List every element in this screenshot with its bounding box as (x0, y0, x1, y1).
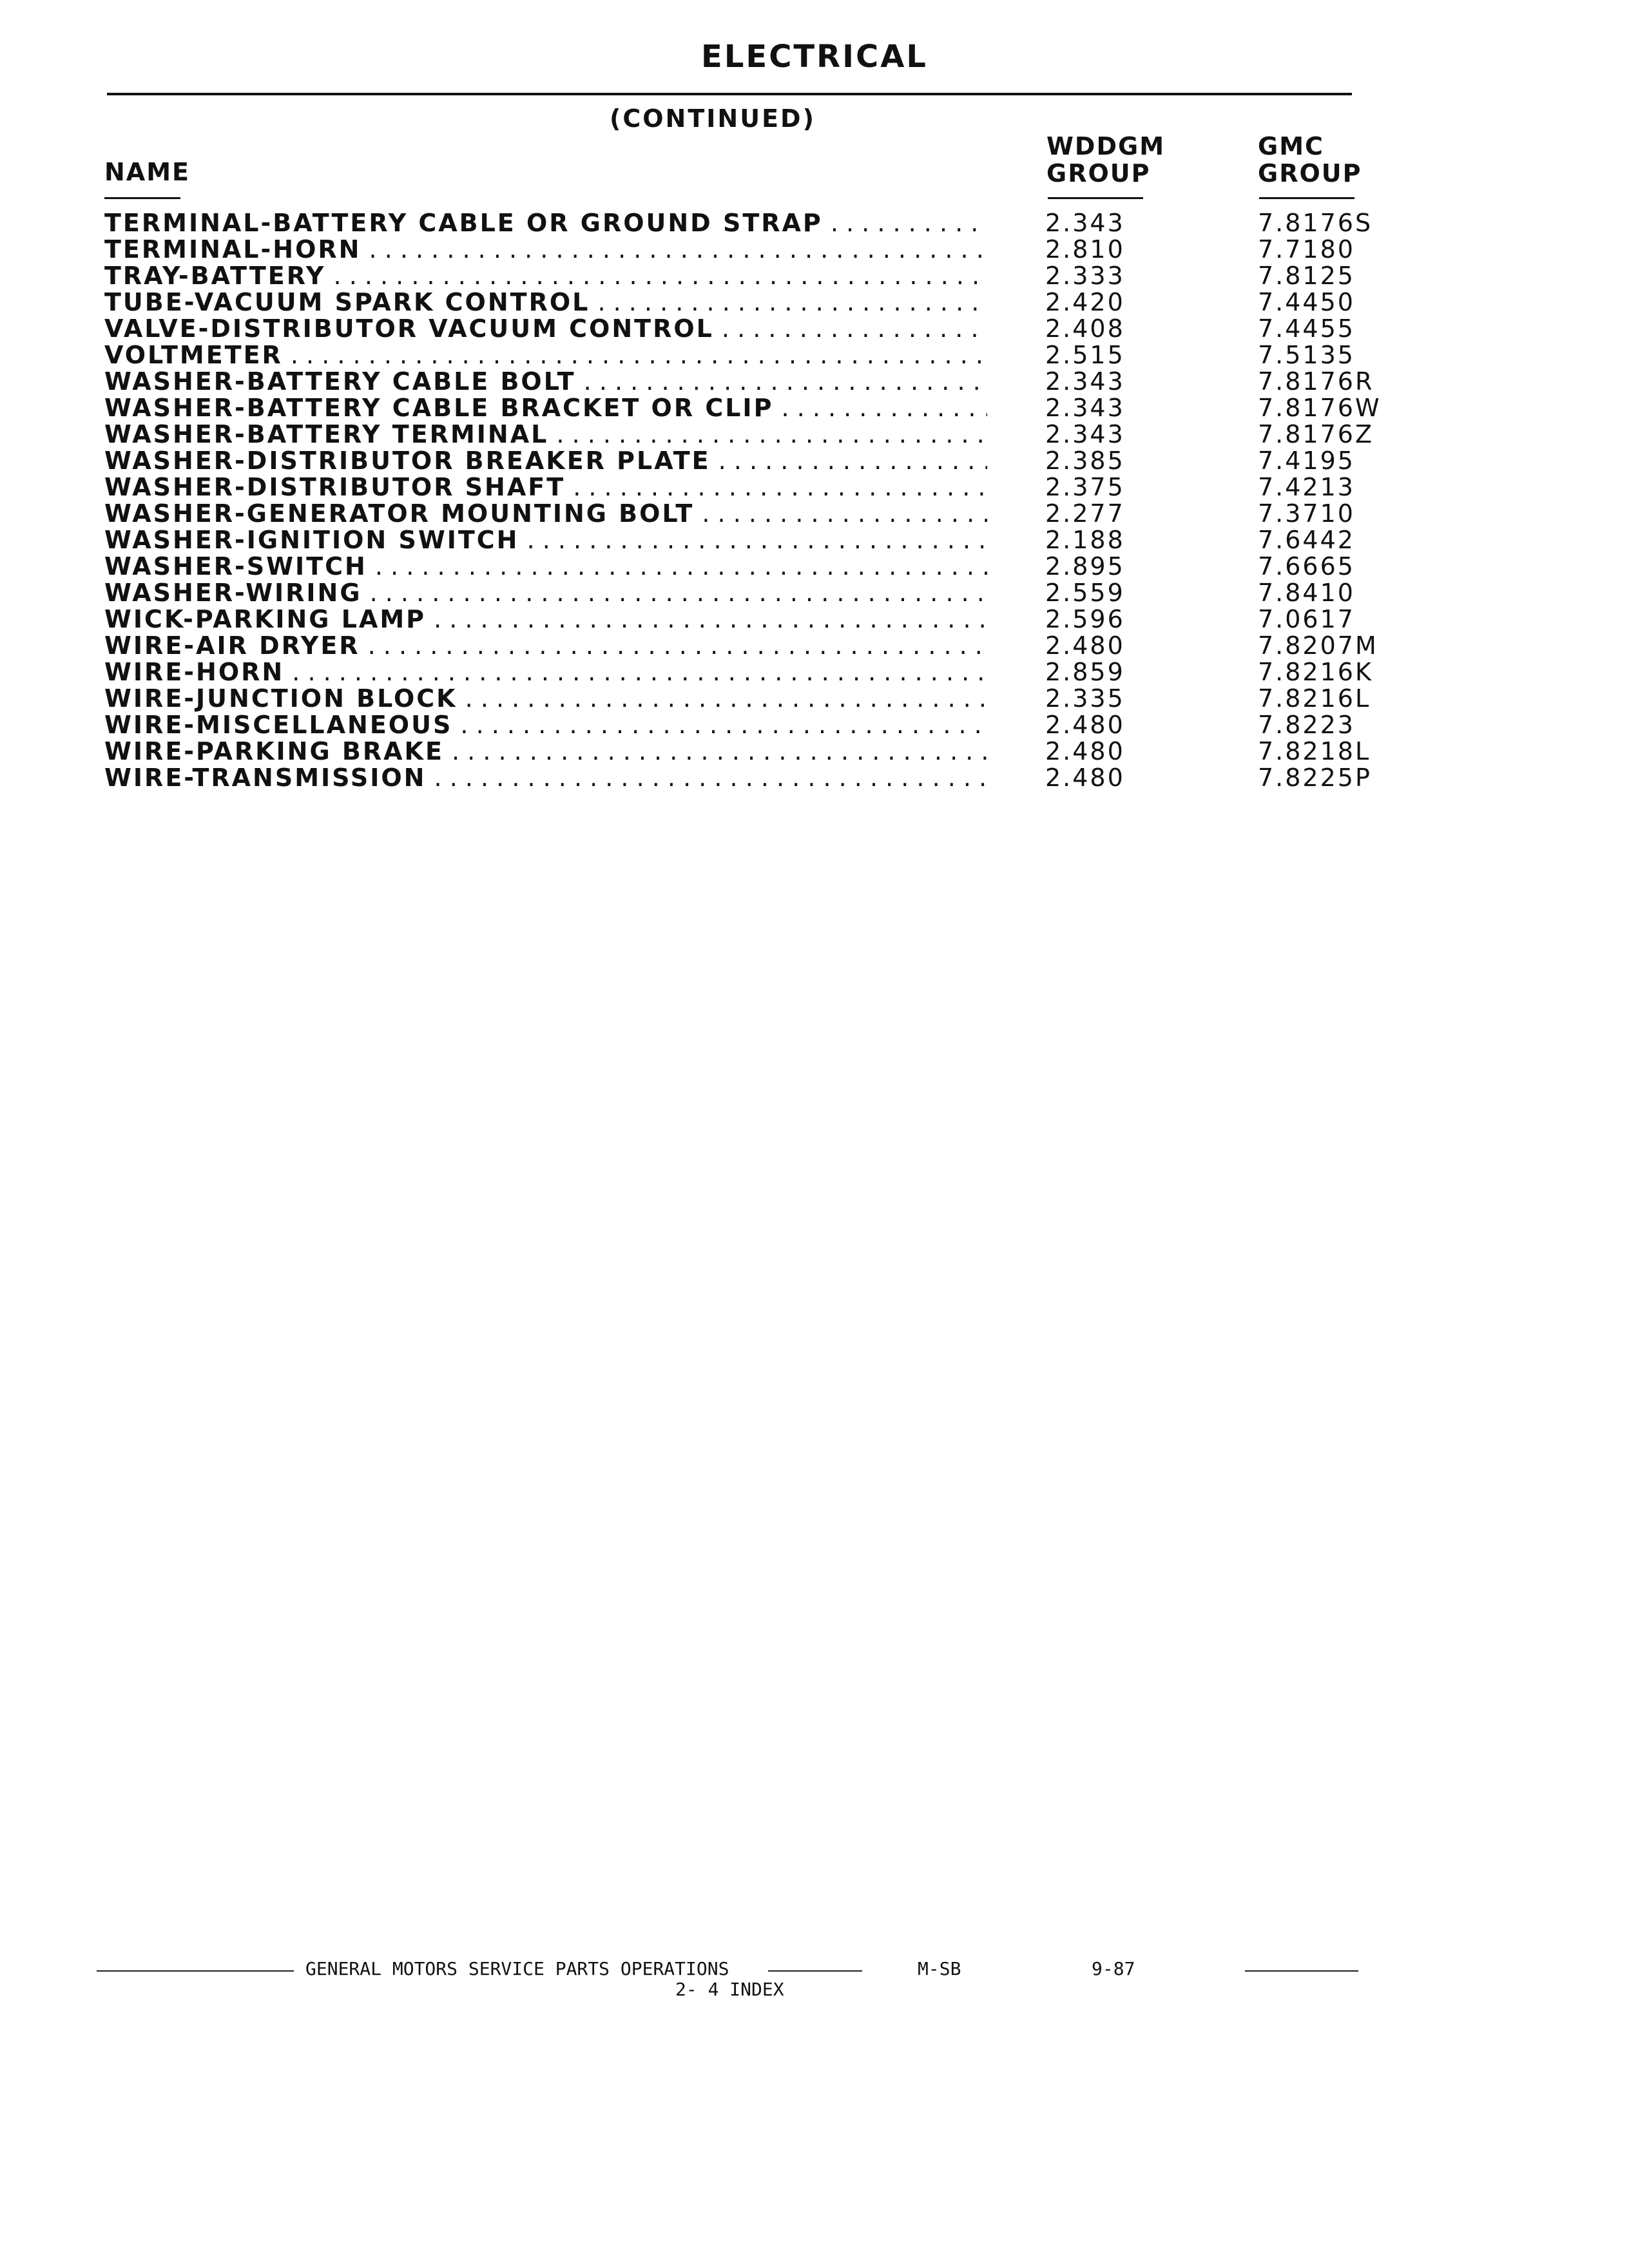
part-name: WASHER-BATTERY TERMINAL . . . (104, 421, 987, 448)
part-name: WASHER-DISTRIBUTOR SHAFT . . . (104, 474, 987, 501)
part-name: VALVE-DISTRIBUTOR VACUUM CONTROL . . . (104, 316, 987, 342)
wddgm-group: 2.480 (1045, 764, 1125, 792)
column-header-wddgm-line1: WDDGM (1046, 132, 1166, 160)
table-row (103, 395, 1418, 421)
column-header-gmc-line2: GROUP (1258, 159, 1362, 187)
gmc-group: 7.8176W (1258, 394, 1382, 422)
part-name: WASHER-IGNITION SWITCH . . . (104, 527, 987, 553)
column-header-name: NAME (104, 158, 190, 186)
wddgm-group: 2.335 (1045, 684, 1125, 713)
wddgm-group: 2.420 (1045, 288, 1125, 316)
wddgm-group: 2.515 (1045, 341, 1125, 369)
column-header-wddgm-line2: GROUP (1046, 159, 1151, 187)
wddgm-group: 2.480 (1045, 711, 1125, 739)
part-name: WICK-PARKING LAMP . . . (104, 606, 987, 633)
part-name: WASHER-DISTRIBUTOR BREAKER PLATE . . . (104, 448, 987, 474)
gmc-group: 7.8176S (1258, 209, 1373, 237)
gmc-group: 7.8176Z (1258, 420, 1374, 448)
table-row (103, 738, 1418, 765)
part-name: WIRE-AIR DRYER . . . (104, 633, 987, 659)
part-name: WASHER-SWITCH . . . (104, 553, 987, 580)
table-row (103, 527, 1418, 553)
gmc-group: 7.4450 (1258, 288, 1355, 316)
gmc-group: 7.5135 (1258, 341, 1355, 369)
gmc-group: 7.6665 (1258, 552, 1355, 581)
page-title: ELECTRICAL (701, 39, 928, 75)
gmc-group: 7.8176R (1258, 367, 1374, 396)
part-name: WIRE-PARKING BRAKE . . . (104, 738, 987, 765)
wddgm-header-underline (1048, 197, 1143, 199)
gmc-group: 7.6442 (1258, 526, 1355, 554)
wddgm-group: 2.385 (1045, 447, 1125, 475)
footer-date: 9-87 (1092, 1958, 1135, 1979)
gmc-header-underline (1259, 197, 1354, 199)
wddgm-group: 2.810 (1045, 235, 1125, 264)
footer-page-number: 2- 4 INDEX (675, 1979, 784, 2000)
part-name: WASHER-BATTERY CABLE BOLT . . . (104, 369, 987, 395)
gmc-group: 7.8410 (1258, 579, 1355, 607)
wddgm-group: 2.480 (1045, 631, 1125, 660)
gmc-group: 7.8223 (1258, 711, 1355, 739)
table-row (103, 210, 1418, 236)
column-header-gmc-line1: GMC (1258, 132, 1324, 160)
footer-right-rule (1245, 1970, 1358, 1972)
gmc-group: 7.8216K (1258, 658, 1373, 686)
table-row (103, 421, 1418, 448)
table-row (103, 342, 1418, 369)
footer-left-rule (97, 1970, 294, 1972)
wddgm-group: 2.343 (1045, 420, 1125, 448)
table-row (103, 580, 1418, 606)
table-row (103, 263, 1418, 289)
part-name: TRAY-BATTERY . . . (104, 263, 987, 289)
gmc-group: 7.8218L (1258, 737, 1371, 765)
table-row (103, 606, 1418, 633)
gmc-group: 7.4195 (1258, 447, 1355, 475)
wddgm-group: 2.596 (1045, 605, 1125, 633)
table-row (103, 765, 1418, 791)
table-row (103, 316, 1418, 342)
table-row (103, 448, 1418, 474)
wddgm-group: 2.277 (1045, 499, 1125, 528)
part-name: WASHER-GENERATOR MOUNTING BOLT . . . (104, 501, 987, 527)
continued-label: (CONTINUED) (610, 104, 816, 133)
gmc-group: 7.4213 (1258, 473, 1355, 501)
footer-code: M-SB (918, 1958, 961, 1979)
table-row (103, 686, 1418, 712)
gmc-group: 7.4455 (1258, 314, 1355, 343)
wddgm-group: 2.480 (1045, 737, 1125, 765)
wddgm-group: 2.188 (1045, 526, 1125, 554)
part-name: WIRE-MISCELLANEOUS . . . (104, 712, 987, 738)
part-name: WIRE-JUNCTION BLOCK . . . (104, 686, 987, 712)
gmc-group: 7.7180 (1258, 235, 1355, 264)
part-name: WIRE-HORN . . . (104, 659, 987, 686)
table-row (103, 289, 1418, 316)
table-row (103, 712, 1418, 738)
title-divider (107, 93, 1352, 95)
table-row (103, 633, 1418, 659)
table-row (103, 659, 1418, 686)
footer-publisher: GENERAL MOTORS SERVICE PARTS OPERATIONS (305, 1958, 729, 1979)
wddgm-group: 2.895 (1045, 552, 1125, 581)
column-header-gmc (1258, 133, 1362, 187)
wddgm-group: 2.343 (1045, 209, 1125, 237)
part-name: WASHER-WIRING . . . (104, 580, 987, 606)
wddgm-group: 2.333 (1045, 262, 1125, 290)
name-header-underline (104, 197, 180, 199)
part-name: WASHER-BATTERY CABLE BRACKET OR CLIP . . . (104, 395, 987, 421)
gmc-group: 7.8207M (1258, 631, 1378, 660)
gmc-group: 7.8125 (1258, 262, 1355, 290)
wddgm-group: 2.859 (1045, 658, 1125, 686)
parts-index-table (103, 210, 1418, 791)
part-name: WIRE-TRANSMISSION . . . (104, 765, 987, 791)
table-row (103, 369, 1418, 395)
column-header-wddgm (1046, 133, 1165, 187)
gmc-group: 7.8225P (1258, 764, 1372, 792)
table-row (103, 553, 1418, 580)
wddgm-group: 2.343 (1045, 367, 1125, 396)
part-name: TERMINAL-BATTERY CABLE OR GROUND STRAP . . . (104, 210, 987, 236)
gmc-group: 7.8216L (1258, 684, 1371, 713)
wddgm-group: 2.343 (1045, 394, 1125, 422)
wddgm-group: 2.375 (1045, 473, 1125, 501)
part-name: TUBE-VACUUM SPARK CONTROL . . . (104, 289, 987, 316)
table-row (103, 236, 1418, 263)
footer-mid-rule (768, 1970, 862, 1972)
part-name: TERMINAL-HORN . . . (104, 236, 987, 263)
table-row (103, 474, 1418, 501)
gmc-group: 7.3710 (1258, 499, 1355, 528)
part-name: VOLTMETER . . . (104, 342, 987, 369)
table-row (103, 501, 1418, 527)
wddgm-group: 2.559 (1045, 579, 1125, 607)
wddgm-group: 2.408 (1045, 314, 1125, 343)
gmc-group: 7.0617 (1258, 605, 1355, 633)
